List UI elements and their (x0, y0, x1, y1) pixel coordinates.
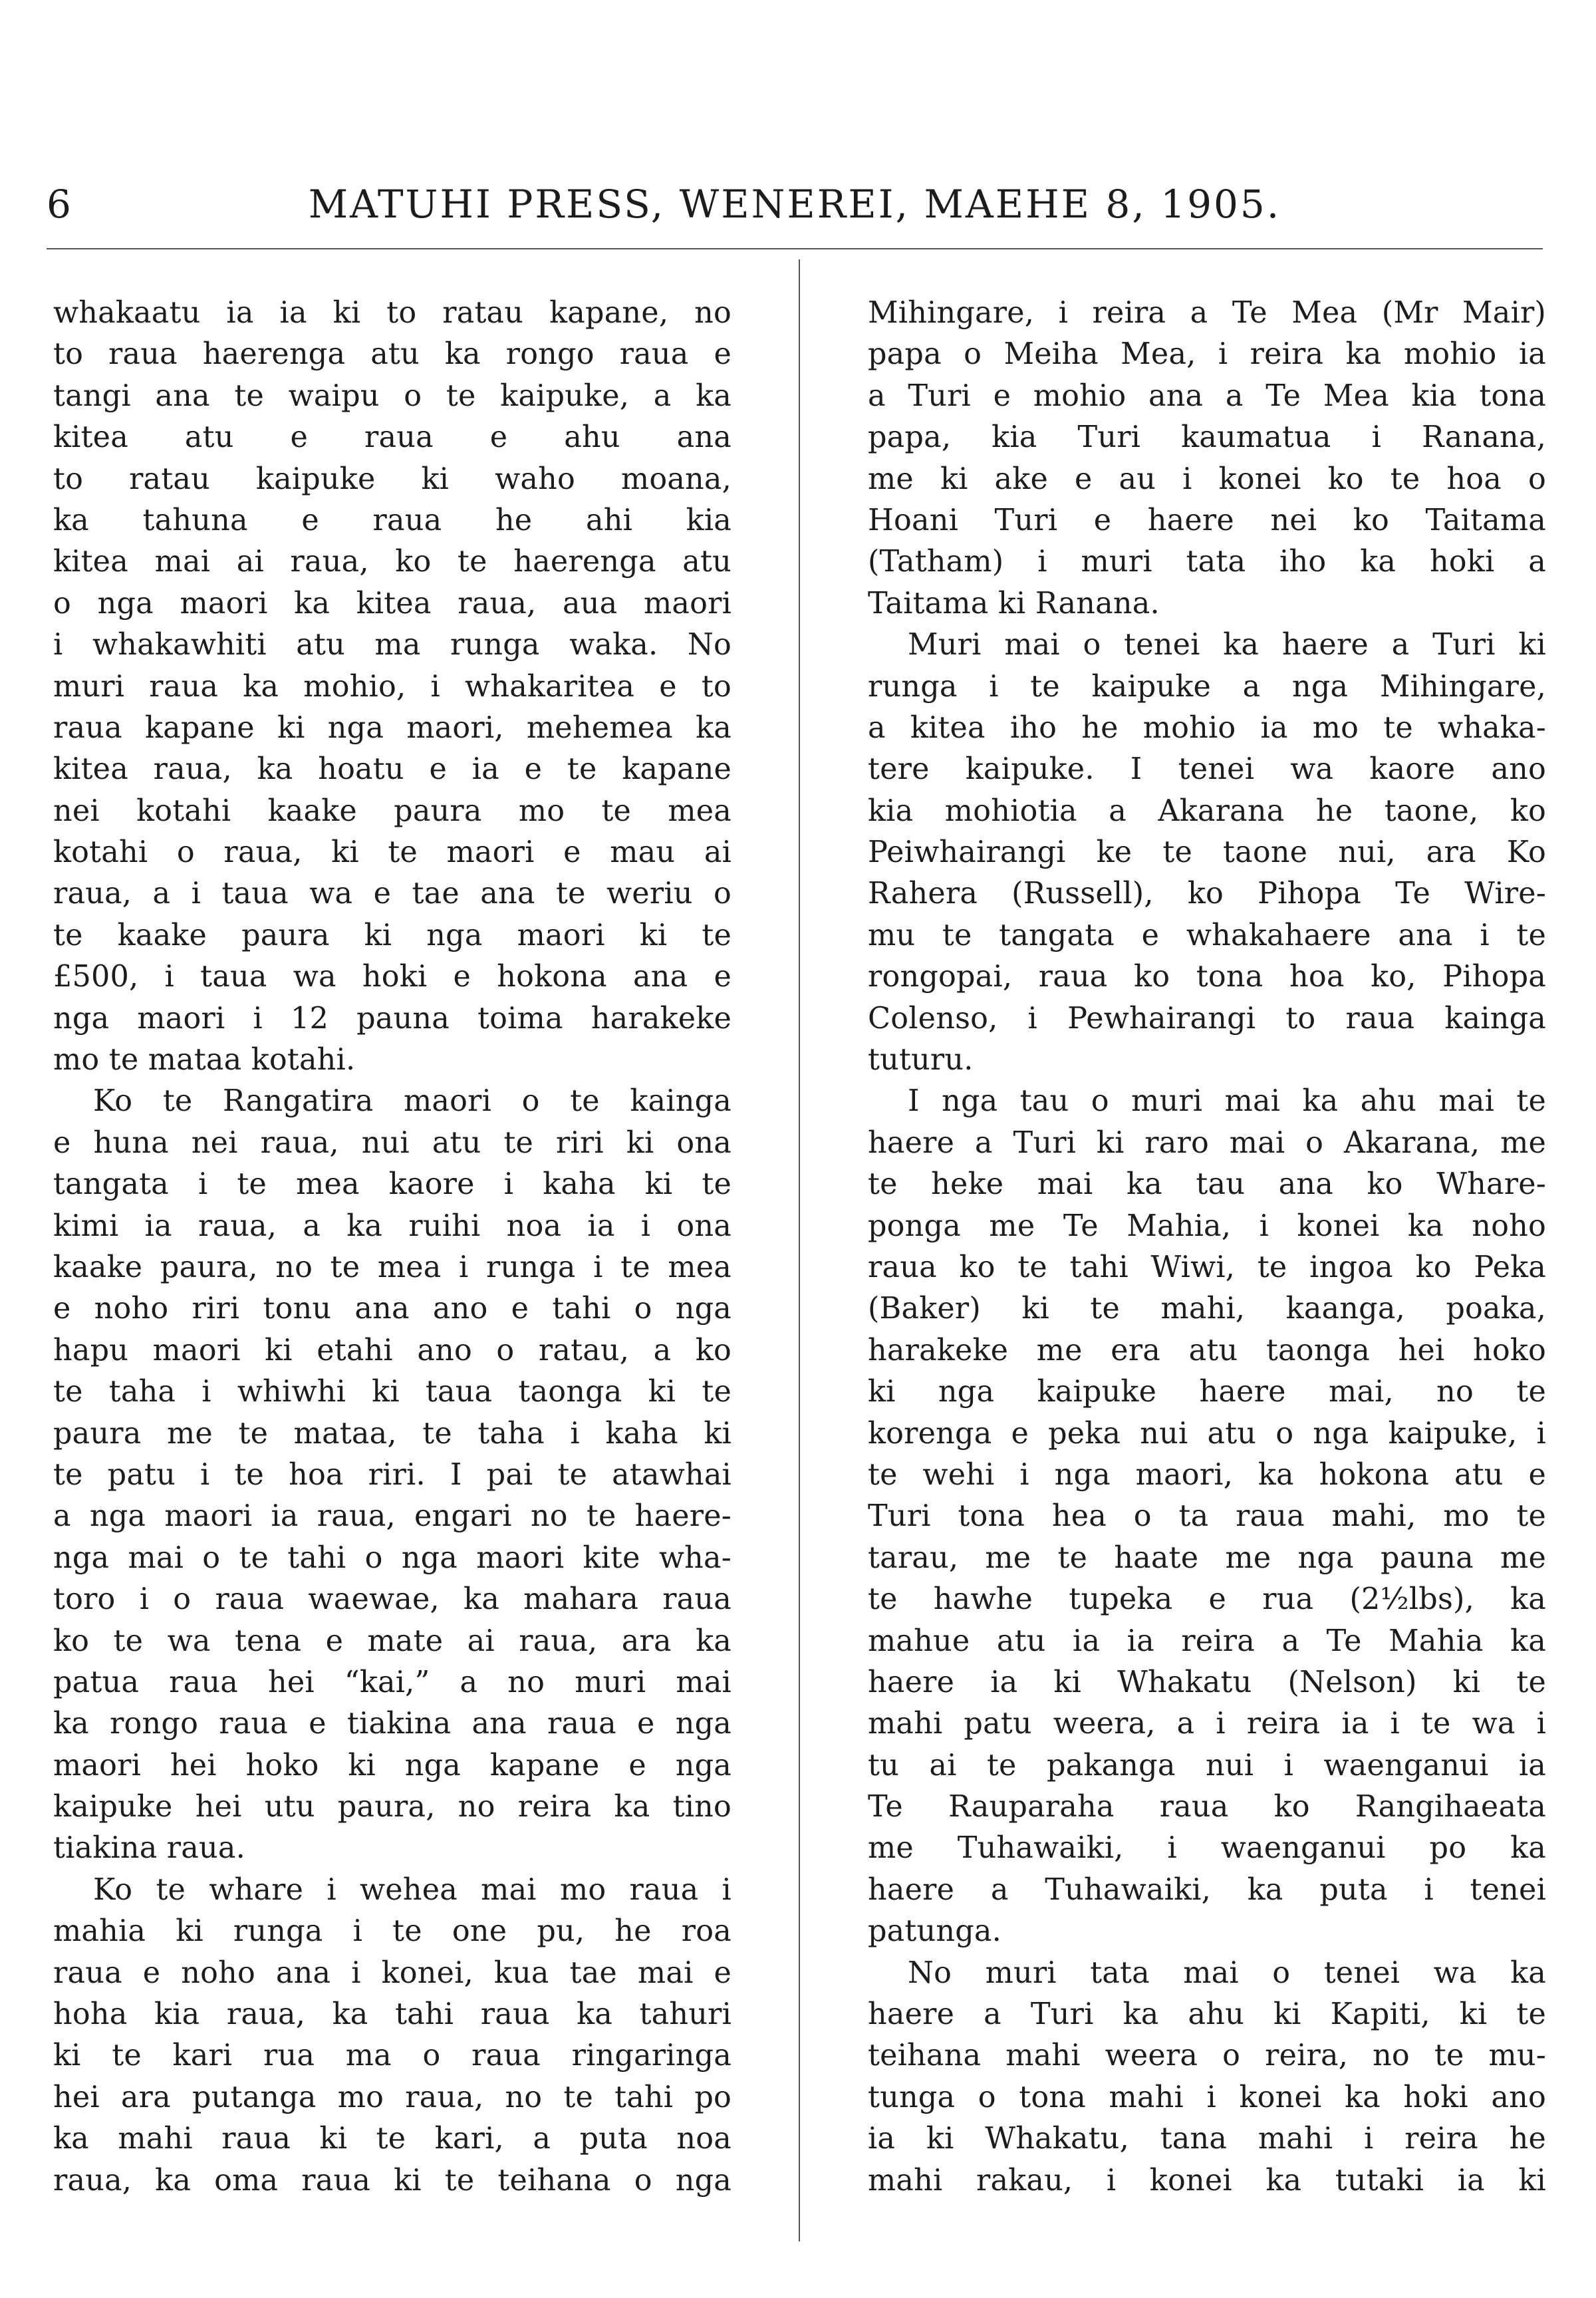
text-line: No muri tata mai o tenei wa ka (908, 1955, 1546, 1990)
text-line: korenga e peka nui atu o nga kaipuke, i (868, 1416, 1546, 1451)
text-line: mahi patu weera, a i reira ia i te wa i (868, 1707, 1546, 1741)
text-line: (Tatham) i muri tata iho ka hoki a (868, 545, 1546, 579)
text-line: mahue atu ia ia reira a Te Mahia ka (868, 1624, 1546, 1658)
text-line: te kaake paura ki nga maori ki te (53, 918, 732, 952)
text-line: mu te tangata e whakahaere ana i te (868, 918, 1546, 952)
text-line: ka tahuna e raua he ahi kia (53, 503, 732, 537)
text-line: raua, a i taua wa e tae ana te weriu o (53, 877, 732, 911)
text-line: tangi ana te waipu o te kaipuke, a ka (53, 378, 732, 413)
text-line: kitea atu e raua e ahu ana (53, 420, 732, 455)
text-line: maori hei hoko ki nga kapane e nga (53, 1748, 732, 1783)
text-line: haere a Turi ki raro mai o Akarana, me (868, 1125, 1546, 1160)
text-line: Peiwhairangi ke te taone nui, ara Ko (868, 835, 1546, 870)
text-line: toro i o raua waewae, ka mahara raua (53, 1582, 732, 1617)
text-line: Turi tona hea o ta raua mahi, mo te (868, 1499, 1546, 1534)
text-line: Muri mai o tenei ka haere a Turi ki (908, 628, 1546, 662)
text-line: te hawhe tupeka e rua (2½lbs), ka (868, 1582, 1546, 1617)
text-line: mahi rakau, i konei ka tutaki ia ki (868, 2163, 1546, 2198)
text-line: e noho riri tonu ana ano e tahi o nga (53, 1292, 732, 1326)
text-line: te wehi i nga maori, ka hokona atu e (868, 1457, 1546, 1492)
text-line: nga mai o te tahi o nga maori kite wha- (53, 1540, 732, 1575)
text-line: hapu maori ki etahi ano o ratau, a ko (53, 1333, 732, 1367)
column-divider (799, 259, 800, 2241)
text-line: tunga o tona mahi i konei ka hoki ano (868, 2080, 1546, 2114)
text-line: Hoani Turi e haere nei ko Taitama (868, 503, 1546, 537)
text-line: I nga tau o muri mai ka ahu mai te (908, 1084, 1546, 1119)
text-line: Taitama ki Ranana. (868, 586, 1160, 621)
text-line: a nga maori ia raua, engari no te haere- (53, 1499, 732, 1534)
text-line: raua e noho ana i konei, kua tae mai e (53, 1955, 732, 1990)
text-line: hei ara putanga mo raua, no te tahi po (53, 2080, 732, 2114)
header-rule (47, 248, 1543, 249)
text-line: (Baker) ki te mahi, kaanga, poaka, (868, 1292, 1546, 1326)
page-number: 6 (47, 182, 71, 227)
text-line: ki te kari rua ma o raua ringaringa (53, 2039, 732, 2073)
text-line: runga i te kaipuke a nga Mihingare, (868, 669, 1546, 704)
text-line: kia mohiotia a Akarana he taone, ko (868, 793, 1546, 828)
text-line: tu ai te pakanga nui i waenganui ia (868, 1748, 1546, 1783)
text-line: ponga me Te Mahia, i konei ka noho (868, 1209, 1546, 1243)
text-line: kitea raua, ka hoatu e ia e te kapane (53, 752, 732, 787)
text-line: Rahera (Russell), ko Pihopa Te Wire- (868, 877, 1546, 911)
text-line: raua, ka oma raua ki te teihana o nga (53, 2163, 732, 2198)
text-line: teihana mahi weera o reira, no te mu- (868, 2039, 1546, 2073)
text-line: i whakawhiti atu ma runga waka. No (53, 628, 732, 662)
text-line: Colenso, i Pewhairangi to raua kainga (868, 1001, 1546, 1036)
text-line: haere a Tuhawaiki, ka puta i tenei (868, 1872, 1546, 1907)
text-line: harakeke me era atu taonga hei hoko (868, 1333, 1546, 1367)
text-line: kimi ia raua, a ka ruihi noa ia i ona (53, 1209, 732, 1243)
text-line: to raua haerenga atu ka rongo raua e (53, 337, 732, 372)
text-line: raua ko te tahi Wiwi, te ingoa ko Peka (868, 1250, 1546, 1284)
text-line: hoha kia raua, ka tahi raua ka tahuri (53, 1997, 732, 2032)
text-line: te heke mai ka tau ana ko Whare- (868, 1167, 1546, 1202)
text-line: kaake paura, no te mea i runga i te mea (53, 1250, 732, 1284)
text-line: Te Rauparaha raua ko Rangihaeata (868, 1790, 1546, 1824)
text-line: me Tuhawaiki, i waenganui po ka (868, 1831, 1546, 1866)
text-line: to ratau kaipuke ki waho moana, (53, 462, 732, 496)
text-line: papa, kia Turi kaumatua i Ranana, (868, 420, 1546, 455)
text-line: patua raua hei “kai,” a no muri mai (53, 1665, 732, 1699)
text-line: tere kaipuke. I tenei wa kaore ano (868, 752, 1546, 787)
text-line: Mihingare, i reira a Te Mea (Mr Mair) (868, 296, 1546, 330)
text-line: te patu i te hoa riri. I pai te atawhai (53, 1457, 732, 1492)
right-column (868, 293, 1546, 2261)
text-line: o nga maori ka kitea raua, aua maori (53, 586, 732, 621)
text-line: a Turi e mohio ana a Te Mea kia tona (868, 378, 1546, 413)
text-line: a kitea iho he mohio ia mo te whaka- (868, 710, 1546, 745)
text-line: tuturu. (868, 1043, 974, 1077)
text-line: patunga. (868, 1914, 1001, 1949)
text-line: nga maori i 12 pauna toima harakeke (53, 1001, 732, 1036)
text-line: tarau, me te haate me nga pauna me (868, 1540, 1546, 1575)
text-line: whakaatu ia ia ki to ratau kapane, no (53, 296, 732, 330)
page-header (47, 174, 1543, 234)
text-line: kaipuke hei utu paura, no reira ka tino (53, 1790, 732, 1824)
text-line: ko te wa tena e mate ai raua, ara ka (53, 1624, 732, 1658)
text-line: Ko te Rangatira maori o te kainga (93, 1084, 732, 1119)
text-line: raua kapane ki nga maori, mehemea ka (53, 710, 732, 745)
text-line: te taha i whiwhi ki taua taonga ki te (53, 1375, 732, 1409)
text-line: muri raua ka mohio, i whakaritea e to (53, 669, 732, 704)
text-line: mo te mataa kotahi. (53, 1043, 356, 1077)
text-line: Ko te whare i wehea mai mo raua i (93, 1872, 732, 1907)
text-line: tiakina raua. (53, 1831, 245, 1866)
text-line: kitea mai ai raua, ko te haerenga atu (53, 545, 732, 579)
text-line: mahia ki runga i te one pu, he roa (53, 1914, 732, 1949)
text-line: tangata i te mea kaore i kaha ki te (53, 1167, 732, 1202)
text-line: ki nga kaipuke haere mai, no te (868, 1375, 1546, 1409)
text-line: ia ki Whakatu, tana mahi i reira he (868, 2122, 1546, 2156)
text-line: rongopai, raua ko tona hoa ko, Pihopa (868, 960, 1546, 994)
text-line: paura me te mataa, te taha i kaha ki (53, 1416, 732, 1451)
masthead-title: MATUHI PRESS, WENEREI, MAEHE 8, 1905. (308, 182, 1281, 227)
text-line: ka mahi raua ki te kari, a puta noa (53, 2122, 732, 2156)
text-line: nei kotahi kaake paura mo te mea (53, 793, 732, 828)
text-line: haere a Turi ka ahu ki Kapiti, ki te (868, 1997, 1546, 2032)
text-line: kotahi o raua, ki te maori e mau ai (53, 835, 732, 870)
text-line: papa o Meiha Mea, i reira ka mohio ia (868, 337, 1546, 372)
text-line: haere ia ki Whakatu (Nelson) ki te (868, 1665, 1546, 1699)
text-line: me ki ake e au i konei ko te hoa o (868, 462, 1546, 496)
text-line: ka rongo raua e tiakina ana raua e nga (53, 1707, 732, 1741)
left-column (53, 293, 732, 2261)
text-line: £500, i taua wa hoki e hokona ana e (53, 960, 732, 994)
text-line: e huna nei raua, nui atu te riri ki ona (53, 1125, 732, 1160)
